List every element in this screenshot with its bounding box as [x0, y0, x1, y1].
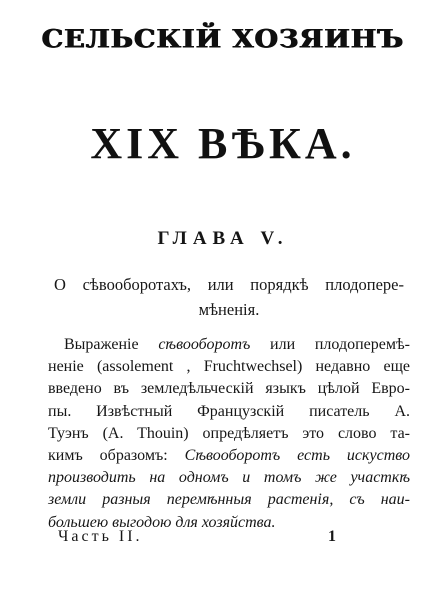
body-line — [48, 445, 410, 467]
running-title: СЕЛЬСКІЙ ХОЗЯИНЪ — [41, 25, 405, 54]
body-line — [48, 489, 410, 511]
italic-text: сѣвооборотъ — [158, 336, 251, 353]
body-text-segment: Выраженіе — [64, 336, 159, 353]
body-text-segment: или плодоперемѣ- — [250, 336, 411, 353]
part-label: Часть II. — [58, 528, 143, 545]
body-text-segment: неніе (assolement , Fruchtwechsel) недавно еще — [48, 358, 410, 376]
italic-text: производить на одномъ и томъ же участкѣ — [48, 469, 410, 487]
century-title: XIX ВѢКА. — [90, 119, 356, 168]
body-text-segment: Туэнъ (A. Thouin) опредѣляетъ это слово та- — [48, 424, 410, 442]
body-text-segment: кимъ образомъ: — [48, 447, 185, 465]
italic-text: Сѣвооборотъ есть искуство — [184, 447, 410, 465]
italic-text: земли разныя перемѣнныя растенія, съ наи- — [48, 491, 410, 509]
page-number: 1 — [328, 528, 336, 545]
italic-text: большею выгодою для хозяйства. — [48, 513, 276, 531]
body-line — [48, 467, 410, 489]
body-line — [48, 334, 410, 356]
body-text-segment: введено въ земледѣльческій языкъ цѣлой Евро- — [48, 380, 410, 398]
body-paragraph — [48, 334, 410, 534]
body-line — [48, 423, 410, 445]
body-line — [48, 356, 410, 378]
body-line — [48, 401, 410, 423]
chapter-subtitle: О сѣвооборотахъ, или порядкѣ плодопере-мѣненія. — [54, 275, 404, 319]
chapter-heading: ГЛАВА V. — [157, 228, 289, 249]
body-line — [48, 378, 410, 400]
body-text-segment: пы. Извѣстный Французскій писатель А. — [48, 402, 410, 420]
